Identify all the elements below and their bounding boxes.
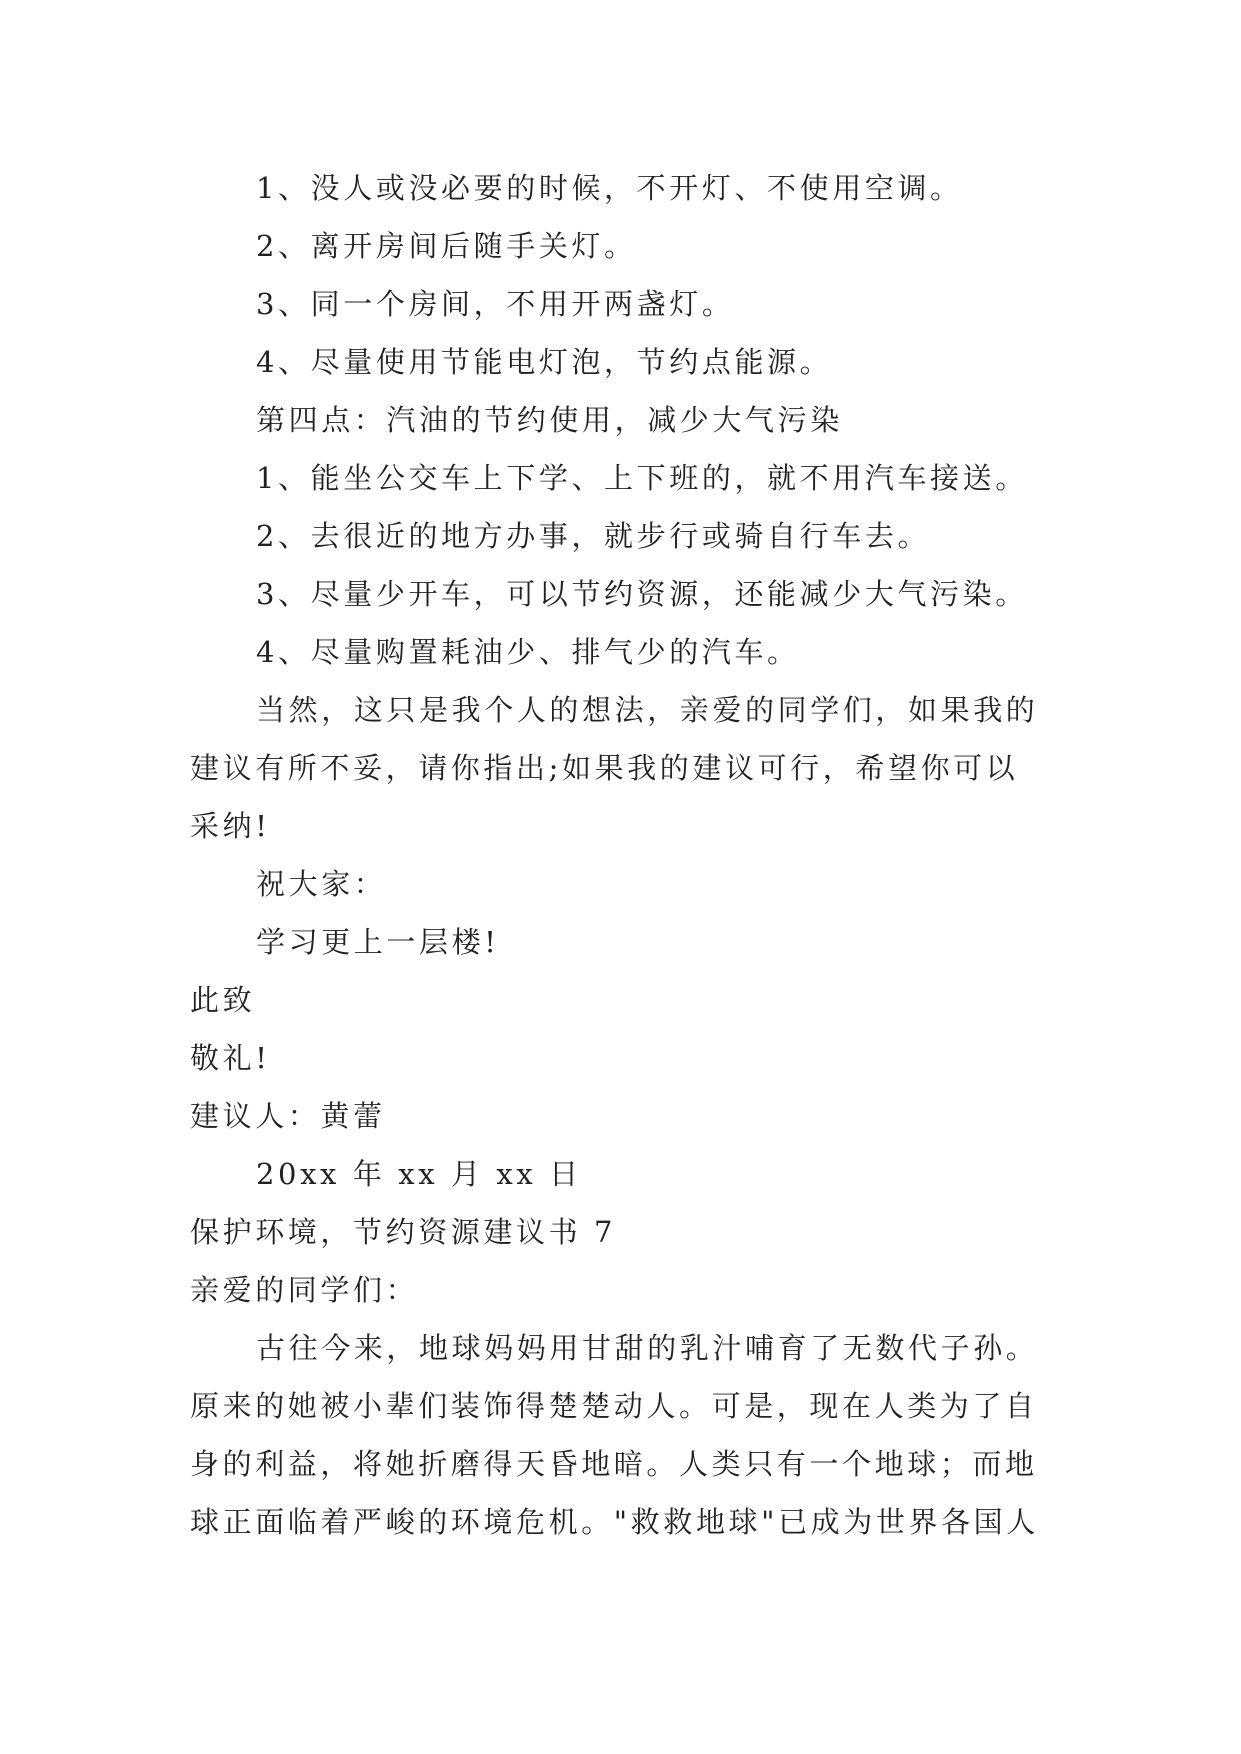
list-item-lights-3: 3、同一个房间，不用开两盏灯。: [256, 287, 735, 321]
list-item-fuel-4: 4、尽量购置耗油少、排气少的汽车。: [256, 635, 800, 669]
signature-date: 20xx 年 xx 月 xx 日: [256, 1157, 582, 1191]
body-paragraph-line-3: 身的利益，将她折磨得天昏地暗。人类只有一个地球；而地: [190, 1447, 1038, 1481]
signature-author: 建议人：黄蕾: [190, 1099, 386, 1133]
wish-heading: 祝大家：: [256, 867, 387, 901]
list-item-fuel-3: 3、尽量少开车，可以节约资源，还能减少大气污染。: [256, 577, 1028, 611]
document-title-7: 保护环境，节约资源建议书 7: [190, 1215, 617, 1249]
closing-paragraph-line-1: 当然，这只是我个人的想法，亲爱的同学们，如果我的: [256, 693, 1039, 727]
wish-text: 学习更上一层楼!: [256, 925, 500, 959]
closing-paragraph-line-2: 建议有所不妥，请你指出;如果我的建议可行，希望你可以: [190, 751, 1019, 785]
closing-paragraph-line-3: 采纳!: [190, 809, 271, 843]
salutation-line-2: 敬礼!: [190, 1041, 271, 1075]
list-item-fuel-1: 1、能坐公交车上下学、上下班的，就不用汽车接送。: [256, 461, 1028, 495]
section-heading-fuel: 第四点：汽油的节约使用，减少大气污染: [256, 403, 843, 437]
list-item-lights-4: 4、尽量使用节能电灯泡，节约点能源。: [256, 345, 833, 379]
body-paragraph-line-4: 球正面临着严峻的环境危机。"救救地球"已成为世界各国人: [190, 1505, 1039, 1539]
list-item-lights-1: 1、没人或没必要的时候，不开灯、不使用空调。: [256, 171, 963, 205]
salutation-line-1: 此致: [190, 983, 256, 1017]
body-paragraph-line-2: 原来的她被小辈们装饰得楚楚动人。可是，现在人类为了自: [190, 1389, 1038, 1423]
greeting: 亲爱的同学们：: [190, 1273, 419, 1307]
list-item-lights-2: 2、离开房间后随手关灯。: [256, 229, 637, 263]
list-item-fuel-2: 2、去很近的地方办事，就步行或骑自行车去。: [256, 519, 931, 553]
body-paragraph-line-1: 古往今来，地球妈妈用甘甜的乳汁哺育了无数代子孙。: [256, 1331, 1039, 1365]
